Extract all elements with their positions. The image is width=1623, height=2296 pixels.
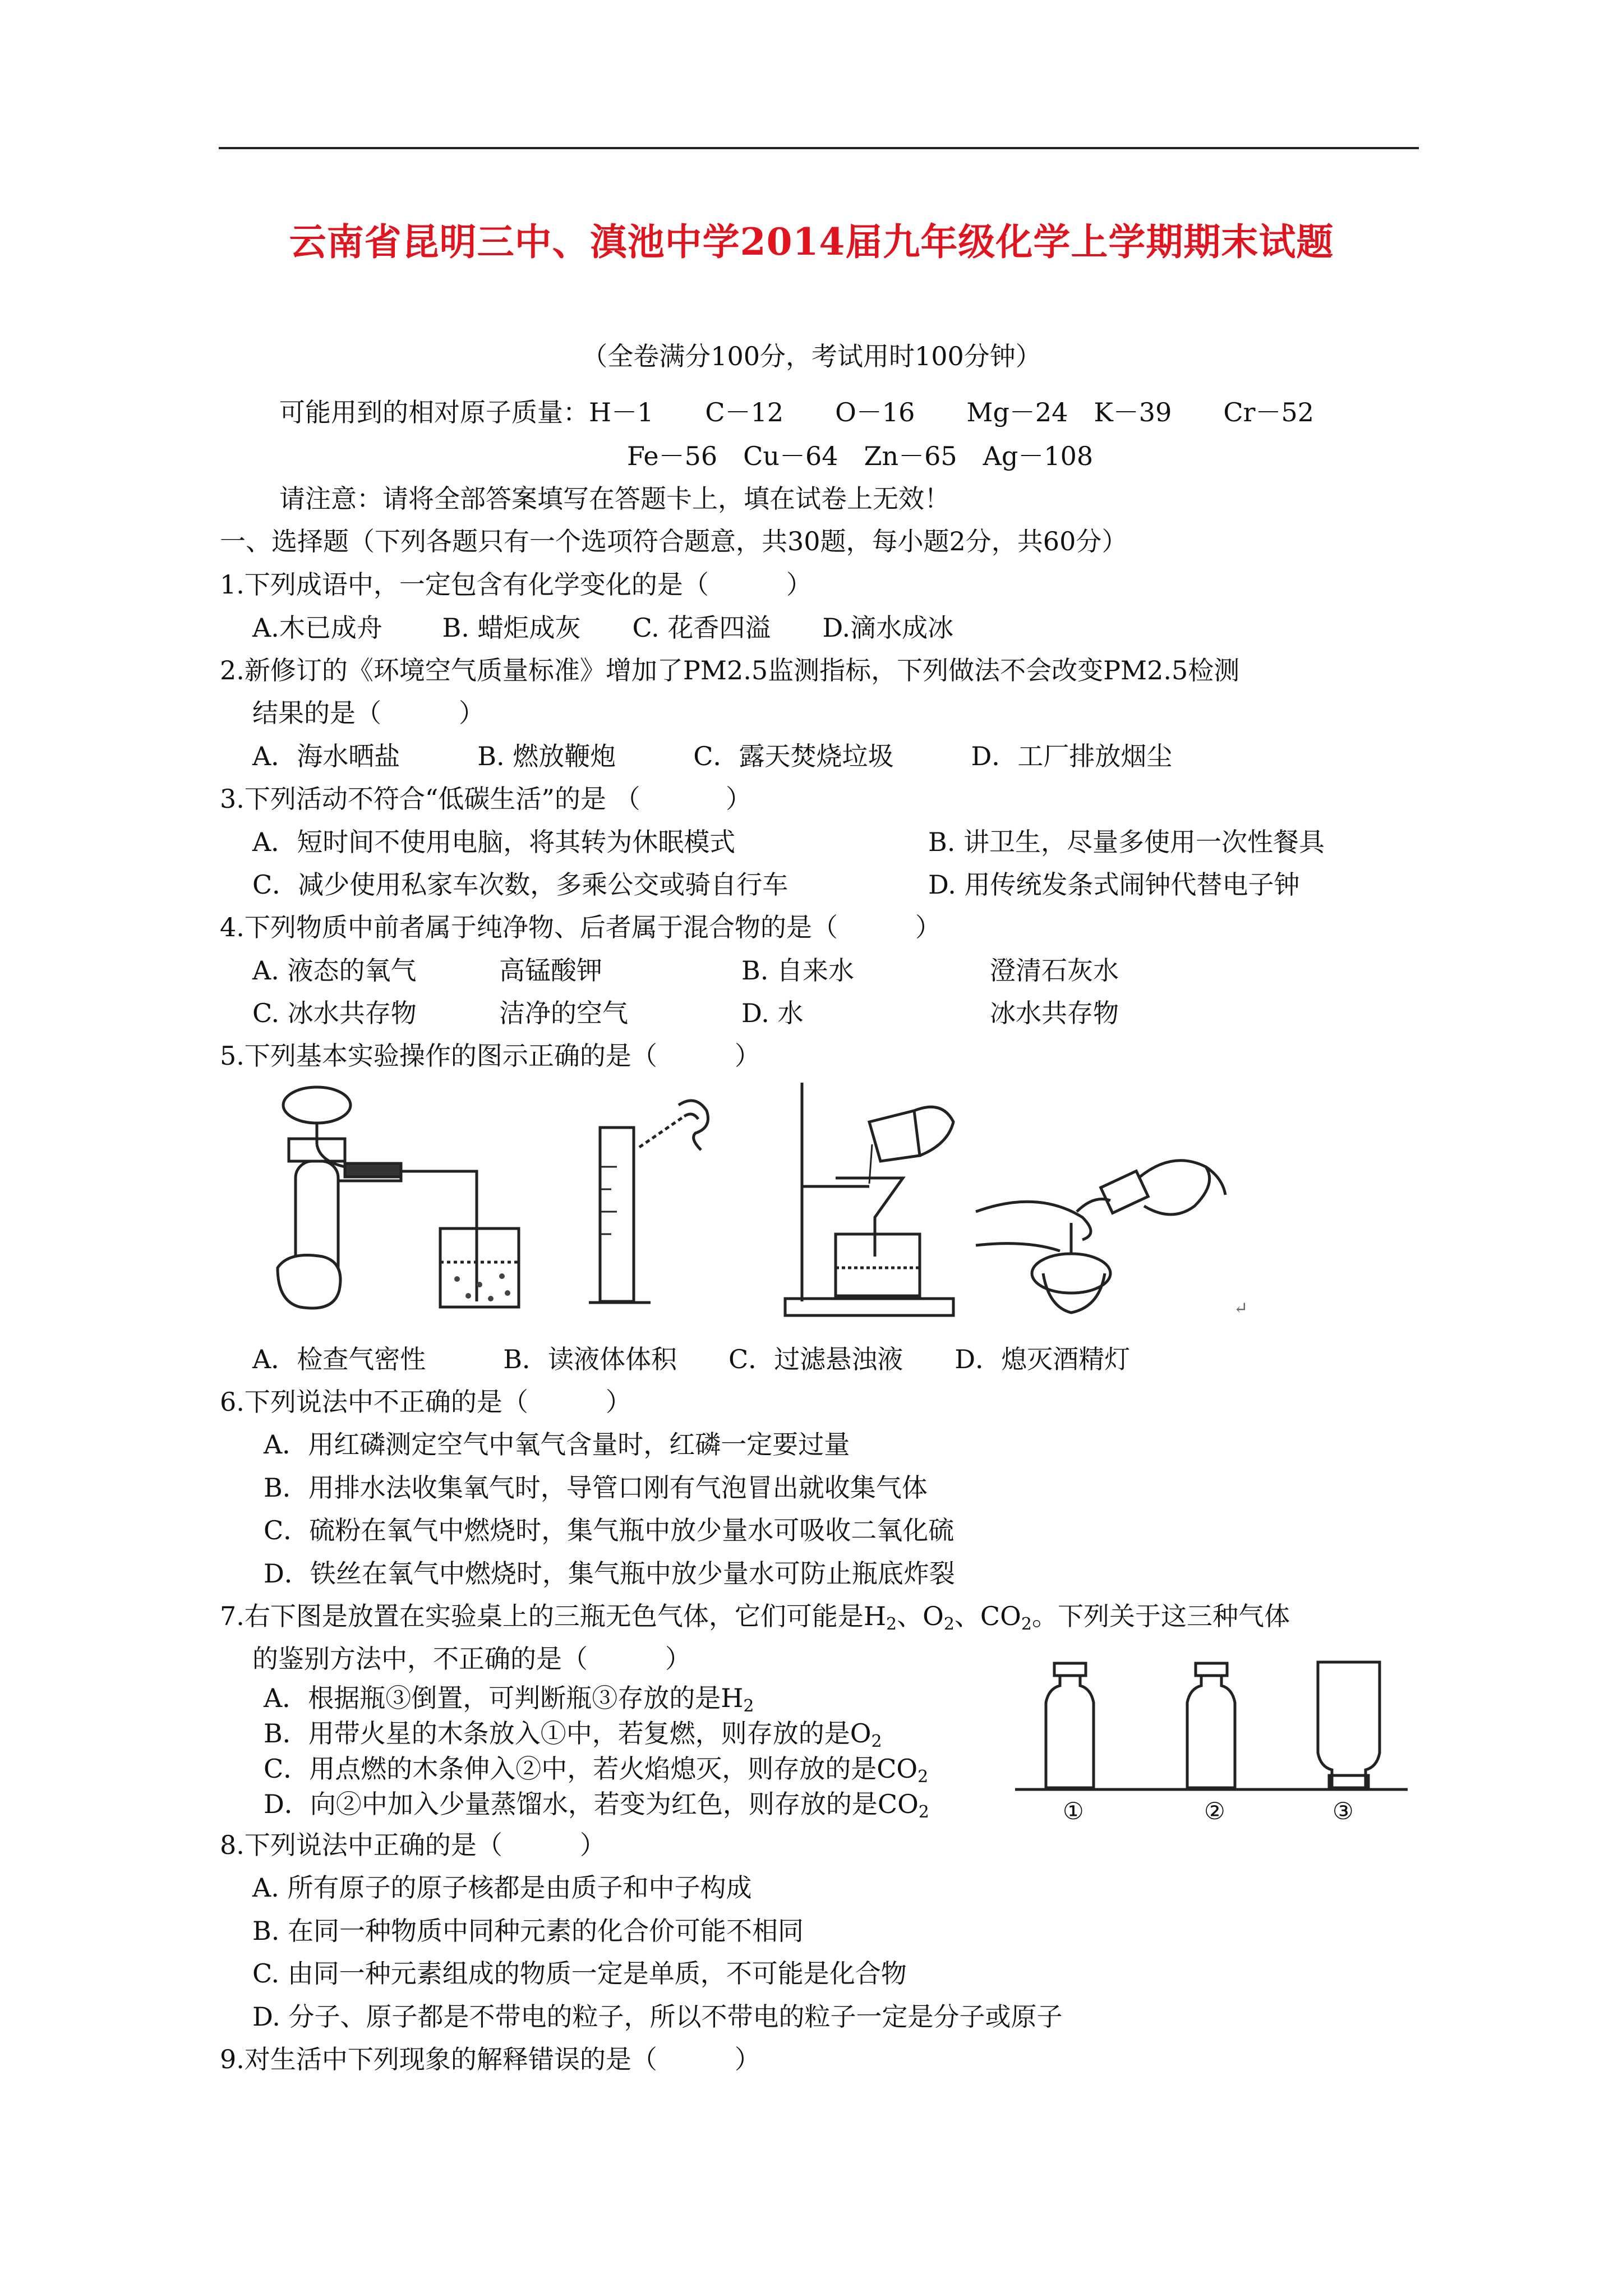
figure-extinguish-lamp bbox=[970, 1144, 1228, 1324]
section-heading: 一、选择题（下列各题只有一个选项符合题意，共30题，每小题2分，共60分） bbox=[220, 526, 1128, 556]
question-8-option-d: D. 分子、原子都是不带电的粒子，所以不带电的粒子一定是分子或原子 bbox=[252, 2001, 1063, 2032]
figure-read-volume bbox=[583, 1094, 751, 1313]
page-title: 云南省昆明三中、滇池中学2014届九年级化学上学期期末试题 bbox=[289, 220, 1334, 264]
question-4-option-c: C. 冰水共存物 bbox=[252, 998, 417, 1028]
bottle-label-1: ① bbox=[1063, 1797, 1084, 1825]
question-4-option-a: A. 液态的氧气 bbox=[252, 955, 417, 986]
question-7-option-c: C．用点燃的木条伸入②中，若火焰熄灭，则存放的是$CO_2$ bbox=[264, 1754, 929, 1787]
bottle-label-3: ③ bbox=[1332, 1797, 1354, 1825]
atomic-mass-line-1: 可能用到的相对原子质量：H－1 C－12 O－16 Mg－24 K－39 Cr－52 bbox=[279, 397, 1315, 427]
exam-info: （全卷满分100分，考试用时100分钟） bbox=[582, 341, 1041, 371]
question-7-option-a: A．根据瓶③倒置，可判断瓶③存放的是$H_2$ bbox=[264, 1683, 754, 1716]
question-3-option-a: A．短时间不使用电脑，将其转为休眠模式 bbox=[252, 827, 736, 857]
eye-icon bbox=[679, 1101, 708, 1150]
question-4-option-a-2: 高锰酸钾 bbox=[499, 955, 602, 986]
question-6-stem: 6.下列说法中不正确的是（ ） bbox=[220, 1387, 631, 1417]
question-3-option-c: C．减少使用私家车次数，多乘公交或骑自行车 bbox=[252, 869, 789, 900]
question-4-stem: 4.下列物质中前者属于纯净物、后者属于混合物的是（ ） bbox=[220, 912, 941, 942]
question-4-option-c-2: 洁净的空气 bbox=[499, 998, 628, 1028]
question-5-stem: 5.下列基本实验操作的图示正确的是（ ） bbox=[220, 1041, 760, 1071]
question-8-option-c: C. 由同一种元素组成的物质一定是单质，不可能是化合物 bbox=[252, 1958, 907, 1989]
question-1-options: A.木已成舟 B. 蜡炬成灰 C. 花香四溢 D.滴水成冰 bbox=[252, 613, 954, 643]
question-3-option-b: B. 讲卫生，尽量多使用一次性餐具 bbox=[928, 827, 1325, 857]
question-4-option-d: D. 水 bbox=[741, 998, 804, 1028]
question-7-option-b: B．用带火星的木条放入①中，若复燃，则存放的是$O_2$ bbox=[264, 1718, 882, 1751]
figure-filtration bbox=[774, 1077, 970, 1324]
hand-icon bbox=[278, 1255, 340, 1309]
question-7-option-d: D．向②中加入少量蒸馏水，若变为红色，则存放的是$CO_2$ bbox=[264, 1789, 929, 1822]
question-2-options: A．海水晒盐 B. 燃放鞭炮 C．露天焚烧垃圾 D．工厂排放烟尘 bbox=[252, 741, 1173, 771]
question-7-stem: 7.右下图是放置在实验桌上的三瓶无色气体，它们可能是$H_2$、$O_2$、$CO_2$。下列关于这三种气体 bbox=[220, 1601, 1290, 1634]
question-8-option-b: B. 在同一种物质中同种元素的化合价可能不相同 bbox=[252, 1916, 804, 1946]
return-mark: ↵ bbox=[1234, 1299, 1248, 1318]
question-8-stem: 8.下列说法中正确的是（ ） bbox=[220, 1830, 606, 1860]
question-6-option-c: C．硫粉在氧气中燃烧时，集气瓶中放少量水可吸收二氧化硫 bbox=[264, 1515, 955, 1545]
question-5-options: A．检查气密性 B．读液体体积 C．过滤悬浊液 D．熄灭酒精灯 bbox=[252, 1344, 1131, 1374]
header-rule bbox=[219, 147, 1419, 149]
question-8-option-a: A. 所有原子的原子核都是由质子和中子构成 bbox=[252, 1872, 752, 1903]
question-3-stem: 3.下列活动不符合“低碳生活”的是 （ ） bbox=[220, 784, 752, 814]
question-4-option-d-2: 冰水共存物 bbox=[990, 998, 1119, 1028]
bottle-label-2: ② bbox=[1204, 1797, 1225, 1825]
beaker-icon bbox=[869, 1111, 920, 1161]
question-2-stem-cont: 结果的是（ ） bbox=[252, 698, 485, 728]
figure-airtightness-check bbox=[255, 1083, 547, 1318]
atomic-mass-line-2: Fe－56 Cu－64 Zn－65 Ag－108 bbox=[627, 441, 1094, 471]
notice: 请注意：请将全部答案填写在答题卡上，填在试卷上无效！ bbox=[279, 484, 950, 514]
question-4-option-b-2: 澄清石灰水 bbox=[990, 955, 1119, 986]
question-7-stem-cont: 的鉴别方法中，不正确的是（ ） bbox=[252, 1644, 691, 1674]
question-1-stem: 1.下列成语中，一定包含有化学变化的是（ ） bbox=[220, 569, 812, 600]
question-6-option-d: D．铁丝在氧气中燃烧时，集气瓶中放少量水可防止瓶底炸裂 bbox=[264, 1558, 955, 1589]
question-6-option-b: B．用排水法收集氧气时，导管口刚有气泡冒出就收集气体 bbox=[264, 1473, 928, 1503]
question-3-option-d: D. 用传统发条式闹钟代替电子钟 bbox=[928, 869, 1300, 900]
question-6-option-a: A．用红磷测定空气中氧气含量时，红磷一定要过量 bbox=[264, 1429, 850, 1460]
question-9-stem: 9.对生活中下列现象的解释错误的是（ ） bbox=[220, 2044, 760, 2074]
question-2-stem: 2.新修订的《环境空气质量标准》增加了PM2.5监测指标，下列做法不会改变PM2.5检测 bbox=[220, 655, 1240, 685]
question-4-option-b: B. 自来水 bbox=[741, 955, 855, 986]
